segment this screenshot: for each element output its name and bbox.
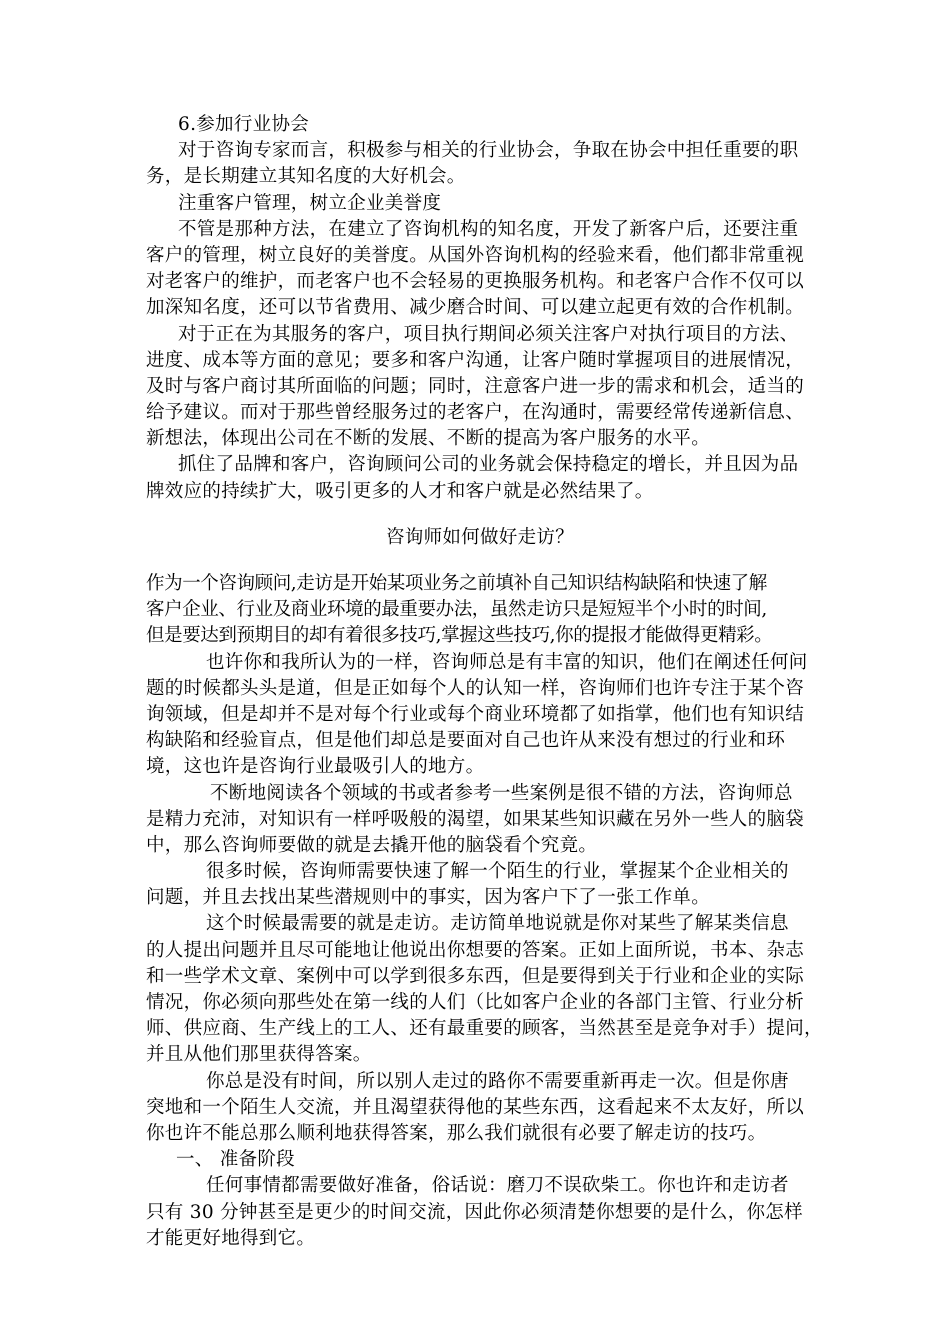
paragraph-line: 境，这也许是咨询行业最吸引人的地方。 (146, 756, 485, 778)
paragraph-line: 进度、成本等方面的意见；要多和客户沟通，让客户随时掌握项目的进展情况， (146, 349, 805, 371)
paragraph-line: 任何事情都需要做好准备，俗话说：磨刀不误砍柴工。你也许和走访者 (206, 1175, 789, 1197)
paragraph-line: 对老客户的维护，而老客户也不会轻易的更换服务机构。和老客户合作不仅可以 (146, 271, 805, 293)
paragraph-line: 客户企业、行业及商业环境的最重要办法，虽然走访只是短短半个小时的时间, (146, 599, 767, 621)
paragraph-line: 是精力充沛，对知识有一样呼吸般的渴望，如果某些知识藏在另外一些人的脑袋 (146, 808, 805, 830)
paragraph-line: 但是要达到预期目的却有着很多技巧,掌握这些技巧,你的提报才能做得更精彩。 (146, 625, 773, 647)
paragraph-line: 题的时候都头头是道，但是正如每个人的认知一样，咨询师们也许专注于某个咨 (146, 677, 805, 699)
paragraph-line: 你总是没有时间，所以别人走过的路你不需要重新再走一次。但是你唐 (206, 1070, 789, 1092)
paragraph-line: 抓住了品牌和客户，咨询顾问公司的业务就会保持稳定的增长，并且因为品 (178, 454, 799, 476)
paragraph-line: 的人提出问题并且尽可能地让他说出你想要的答案。正如上面所说，书本、杂志 (146, 939, 805, 961)
paragraph-line: 你也许不能总那么顺利地获得答案，那么我们就很有必要了解走访的技巧。 (146, 1122, 767, 1144)
paragraph-line: 务，是长期建立其知名度的大好机会。 (146, 166, 466, 188)
paragraph-line: 作为一个咨询顾问,走访是开始某项业务之前填补自己知识结构缺陷和快速了解 (146, 573, 767, 594)
paragraph-line: 新想法，体现出公司在不断的发展、不断的提高为客户服务的水平。 (146, 428, 711, 450)
paragraph-line: 突地和一个陌生人交流，并且渴望获得他的某些东西，这看起来不太友好，所以 (146, 1096, 805, 1118)
paragraph-line: 客户的管理，树立良好的美誉度。从国外咨询机构的经验来看，他们都非常重视 (146, 244, 805, 266)
paragraph-line: 不断地阅读各个领域的书或者参考一些案例是很不错的方法，咨询师总 (210, 782, 793, 804)
paragraph-line: 构缺陷和经验盲点，但是他们却总是要面对自己也许从来没有想过的行业和环 (146, 730, 786, 752)
paragraph-line: 也许你和我所认为的一样，咨询师总是有丰富的知识，他们在阐述任何问 (206, 651, 808, 673)
document-body (146, 112, 823, 1252)
heading-join-association: 6.参加行业协会 (178, 114, 310, 135)
paragraph-line: 及时与客户商讨其所面临的问题；同时，注意客户进一步的需求和机会，适当的 (146, 375, 805, 397)
heading-preparation-stage: 一、 准备阶段 (176, 1149, 295, 1171)
section-title: 咨询师如何做好走访？ (385, 526, 574, 548)
paragraph-line: 不管是那种方法，在建立了咨询机构的知名度，开发了新客户后，还要注重 (178, 218, 799, 240)
paragraph-line: 情况，你必须向那些处在第一线的人们（比如客户企业的各部门主管、行业分析 (146, 992, 805, 1013)
paragraph-line: 询领域，但是却并不是对每个行业或每个商业环境都了如指掌，他们也有知识结 (146, 703, 805, 725)
paragraph-line: 才能更好地得到它。 (146, 1227, 316, 1249)
paragraph-line: 这个时候最需要的就是走访。走访简单地说就是你对某些了解某类信息 (206, 913, 789, 935)
paragraph-line: 加深知名度，还可以节省费用、减少磨合时间、可以建立起更有效的合作机制。 (146, 297, 805, 319)
heading-client-management: 注重客户管理，树立企业美誉度 (178, 192, 442, 214)
paragraph-line: 对于正在为其服务的客户，项目执行期间必须关注客户对执行项目的方法、 (178, 323, 799, 345)
paragraph-line: 问题，并且去找出某些潜规则中的事实，因为客户下了一张工作单。 (146, 887, 711, 909)
paragraph-line: 并且从他们那里获得答案。 (146, 1044, 372, 1066)
paragraph-line: 很多时候，咨询师需要快速了解一个陌生的行业，掌握某个企业相关的 (206, 861, 789, 883)
paragraph-line: 师、供应商、生产线上的工人、还有最重要的顾客，当然甚至是竞争对手）提问， (146, 1018, 823, 1040)
paragraph-line: 中，那么咨询师要做的就是去撬开他的脑袋看个究竟。 (146, 834, 598, 856)
paragraph-line: 只有 30 分钟甚至是更少的时间交流，因此你必须清楚你想要的是什么，你怎样 (146, 1201, 803, 1223)
paragraph-line: 和一些学术文章、案例中可以学到很多东西，但是要得到关于行业和企业的实际 (146, 965, 805, 987)
paragraph-line: 给予建议。而对于那些曾经服务过的老客户，在沟通时，需要经常传递新信息、 (146, 402, 805, 424)
paragraph-line: 对于咨询专家而言，积极参与相关的行业协会，争取在协会中担任重要的职 (178, 140, 799, 162)
paragraph-line: 牌效应的持续扩大，吸引更多的人才和客户就是必然结果了。 (146, 480, 654, 502)
